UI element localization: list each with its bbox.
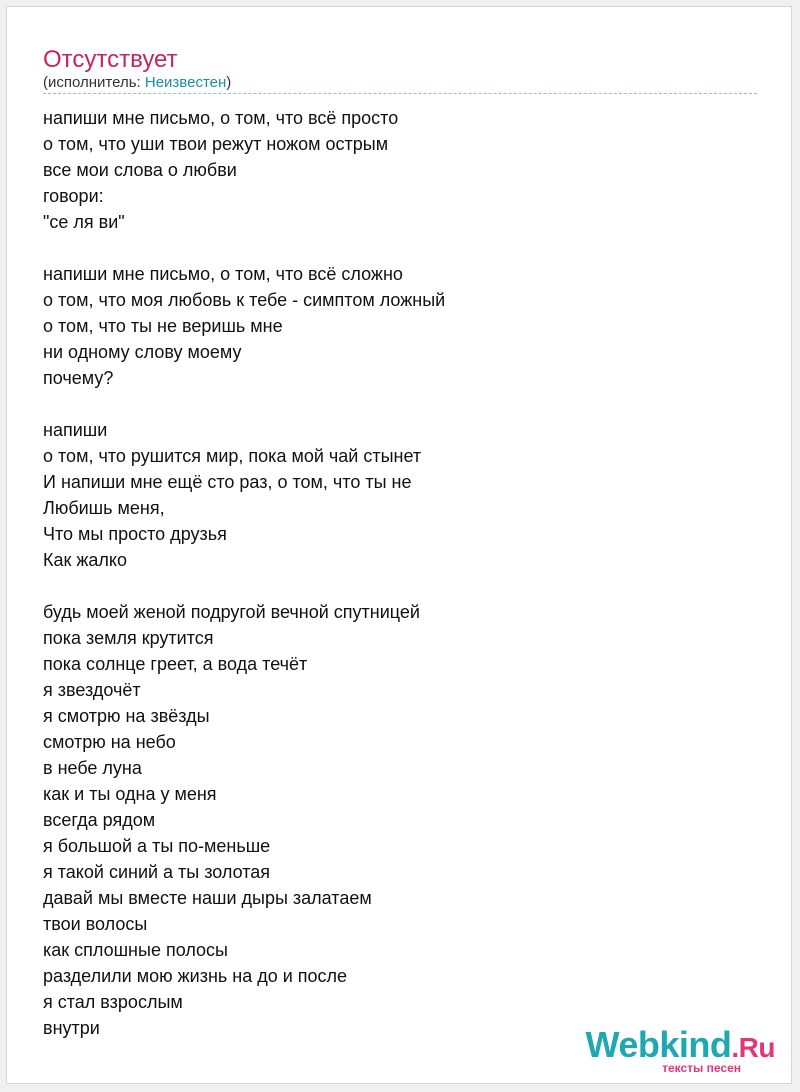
song-title: Отсутствует bbox=[43, 46, 178, 73]
lyric-line: И напиши мне ещё сто раз, о том, что ты не bbox=[43, 472, 412, 492]
lyric-line: пока земля крутится bbox=[43, 628, 214, 648]
site-logo[interactable] bbox=[575, 1025, 775, 1075]
lyrics-page bbox=[6, 6, 792, 1084]
artist-suffix: ) bbox=[226, 74, 232, 91]
lyric-line: "се ля ви" bbox=[43, 212, 125, 232]
lyric-line: о том, что рушится мир, пока мой чай стынет bbox=[43, 446, 422, 466]
lyric-line: смотрю на небо bbox=[43, 732, 176, 752]
logo-name: Webkind bbox=[585, 1024, 732, 1065]
lyric-line: напиши мне письмо, о том, что всё сложно bbox=[43, 264, 403, 284]
artist-link[interactable]: Неизвестен bbox=[144, 74, 227, 91]
lyric-line: пока солнце греет, а вода течёт bbox=[43, 654, 308, 674]
lyric-line: все мои слова о любви bbox=[43, 160, 237, 180]
lyric-line: Любишь меня, bbox=[43, 498, 165, 518]
artist-prefix: (исполнитель: bbox=[43, 74, 145, 91]
artist-line bbox=[43, 73, 231, 93]
lyric-blank-line bbox=[43, 391, 445, 417]
lyric-line: я смотрю на звёзды bbox=[43, 706, 210, 726]
lyric-line: твои волосы bbox=[43, 914, 148, 934]
lyrics-text bbox=[43, 105, 445, 1041]
lyric-line: ни одному слову моему bbox=[43, 342, 242, 362]
lyric-line: разделили мою жизнь на до и после bbox=[43, 966, 348, 986]
lyric-line: я такой синий а ты золотая bbox=[43, 862, 271, 882]
title-divider bbox=[43, 93, 757, 94]
lyric-line: как сплошные полосы bbox=[43, 940, 228, 960]
lyric-line: внутри bbox=[43, 1018, 100, 1038]
lyric-line: напиши bbox=[43, 420, 108, 440]
lyric-line: о том, что моя любовь к тебе - симптом ложный bbox=[43, 290, 446, 310]
lyric-line: Что мы просто друзья bbox=[43, 524, 227, 544]
lyric-line: напиши мне письмо, о том, что всё просто bbox=[43, 108, 399, 128]
lyric-line: говори: bbox=[43, 186, 104, 206]
lyric-line: всегда рядом bbox=[43, 810, 156, 830]
lyric-line: я большой а ты по-меньше bbox=[43, 836, 271, 856]
lyric-blank-line bbox=[43, 573, 445, 599]
lyric-blank-line bbox=[43, 235, 445, 261]
lyric-line: о том, что уши твои режут ножом острым bbox=[43, 134, 389, 154]
lyric-line: в небе луна bbox=[43, 758, 142, 778]
lyric-line: будь моей женой подругой вечной спутницей bbox=[43, 602, 420, 622]
lyric-line: Как жалко bbox=[43, 550, 128, 570]
lyric-line: давай мы вместе наши дыры залатаем bbox=[43, 888, 372, 908]
lyric-line: о том, что ты не веришь мне bbox=[43, 316, 283, 336]
lyric-line: почему? bbox=[43, 368, 114, 388]
lyric-line: как и ты одна у меня bbox=[43, 784, 217, 804]
logo-tld: .Ru bbox=[731, 1032, 775, 1063]
lyric-line: я стал взрослым bbox=[43, 992, 183, 1012]
lyric-line: я звездочёт bbox=[43, 680, 141, 700]
logo-tagline: тексты песен bbox=[662, 1061, 741, 1075]
